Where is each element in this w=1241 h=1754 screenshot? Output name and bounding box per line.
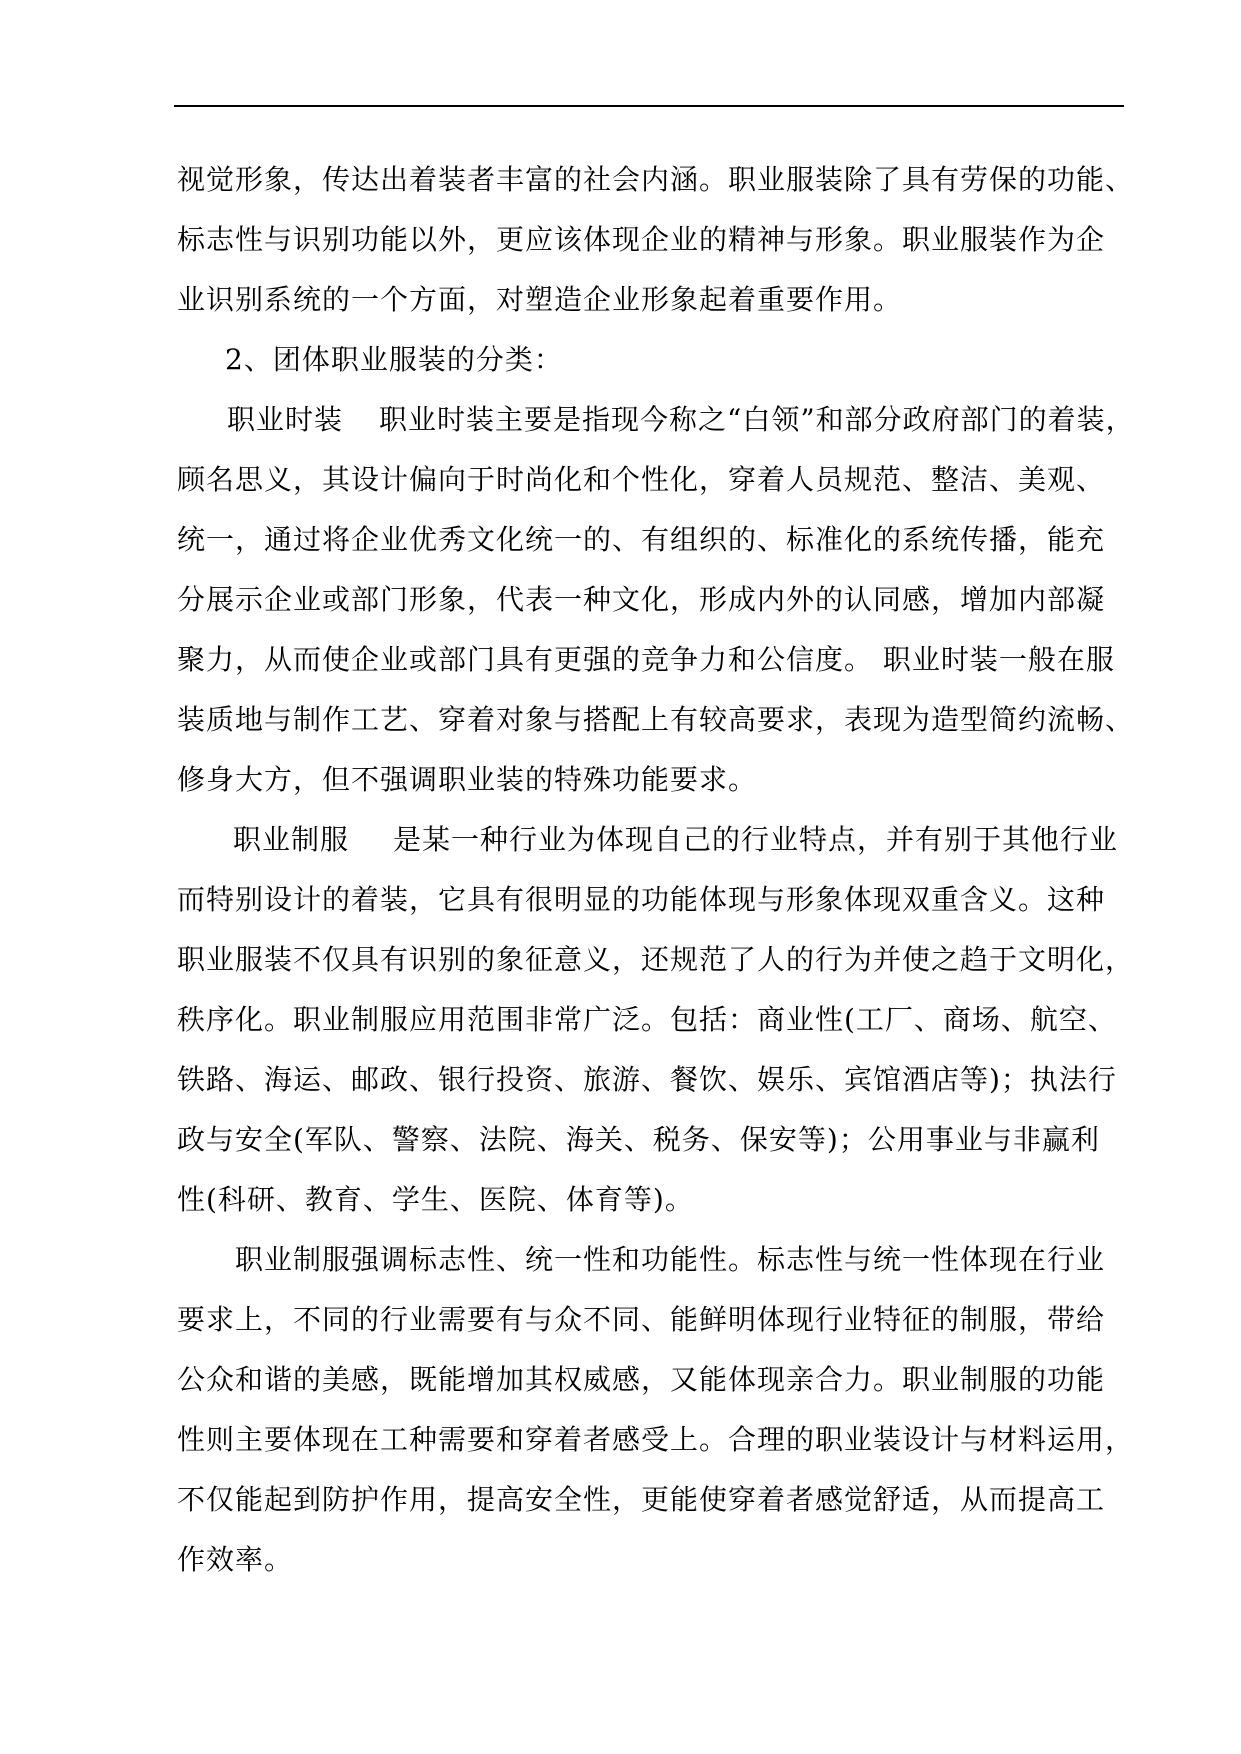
text-line: 公众和谐的美感，既能增加其权威感，又能体现亲合力。职业制服的功能	[177, 1363, 1106, 1396]
term-label: 职业时装	[227, 403, 344, 436]
text-line: 职业制服强调标志性、统一性和功能性。标志性与统一性体现在行业	[235, 1243, 1106, 1276]
paragraph-intro	[177, 150, 1137, 330]
section-heading-text: 2、团体职业服装的分类：	[225, 343, 563, 376]
text-line: 分展示企业或部门形象，代表一种文化，形成内外的认同感，增加内部凝	[177, 583, 1106, 616]
text-line: 而特别设计的着装，它具有很明显的功能体现与形象体现双重含义。这种	[177, 883, 1106, 916]
text-line	[177, 390, 1137, 450]
text-line: 政与安全(军队、警察、法院、海关、税务、保安等)；公用事业与非赢利	[177, 1123, 1100, 1156]
term-label: 职业制服	[233, 823, 350, 856]
text-line: 秩序化。职业制服应用范围非常广泛。包括：商业性(工厂、商场、航空、	[177, 1003, 1117, 1036]
text-line: 业识别系统的一个方面，对塑造企业形象起着重要作用。	[177, 283, 903, 316]
text-line: 修身大方，但不强调职业装的特殊功能要求。	[177, 763, 758, 796]
header-rule	[174, 105, 1124, 107]
text-line: 铁路、海运、邮政、银行投资、旅游、餐饮、娱乐、宾馆酒店等)；执法行	[177, 1063, 1117, 1096]
text-line: 统一，通过将企业优秀文化统一的、有组织的、标准化的系统传播，能充	[177, 523, 1106, 556]
text-line: 性(科研、教育、学生、医院、体育等)。	[177, 1183, 694, 1216]
section-heading	[177, 330, 1137, 390]
paragraph-professional-fashion	[177, 390, 1137, 810]
text-line: 要求上，不同的行业需要有与众不同、能鲜明体现行业特征的制服，带给	[177, 1303, 1106, 1336]
document-body	[177, 150, 1137, 1590]
text-line: 聚力，从而使企业或部门具有更强的竞争力和公信度。 职业时装一般在服	[177, 643, 1115, 676]
text-line: 作效率。	[177, 1543, 294, 1576]
paragraph-professional-uniform	[177, 810, 1137, 1230]
text-line: 视觉形象，传达出着装者丰富的社会内涵。职业服装除了具有劳保的功能、	[177, 163, 1135, 196]
text-line: 不仅能起到防护作用，提高安全性，更能使穿着者感觉舒适，从而提高工	[177, 1483, 1106, 1516]
term-definition: 职业时装主要是指现今称之“白领”和部分政府部门的着装，	[379, 403, 1135, 436]
text-line	[177, 810, 1137, 870]
paragraph-uniform-features	[177, 1230, 1137, 1590]
text-line: 职业服装不仅具有识别的象征意义，还规范了人的行为并使之趋于文明化，	[177, 943, 1135, 976]
text-line: 标志性与识别功能以外，更应该体现企业的精神与形象。职业服装作为企	[177, 223, 1106, 256]
text-line: 顾名思义，其设计偏向于时尚化和个性化，穿着人员规范、整洁、美观、	[177, 463, 1106, 496]
text-line: 性则主要体现在工种需要和穿着者感受上。合理的职业装设计与材料运用，	[177, 1423, 1135, 1456]
text-line: 装质地与制作工艺、穿着对象与搭配上有较高要求，表现为造型简约流畅、	[177, 703, 1135, 736]
term-definition: 是某一种行业为体现自己的行业特点，并有别于其他行业	[393, 823, 1119, 856]
